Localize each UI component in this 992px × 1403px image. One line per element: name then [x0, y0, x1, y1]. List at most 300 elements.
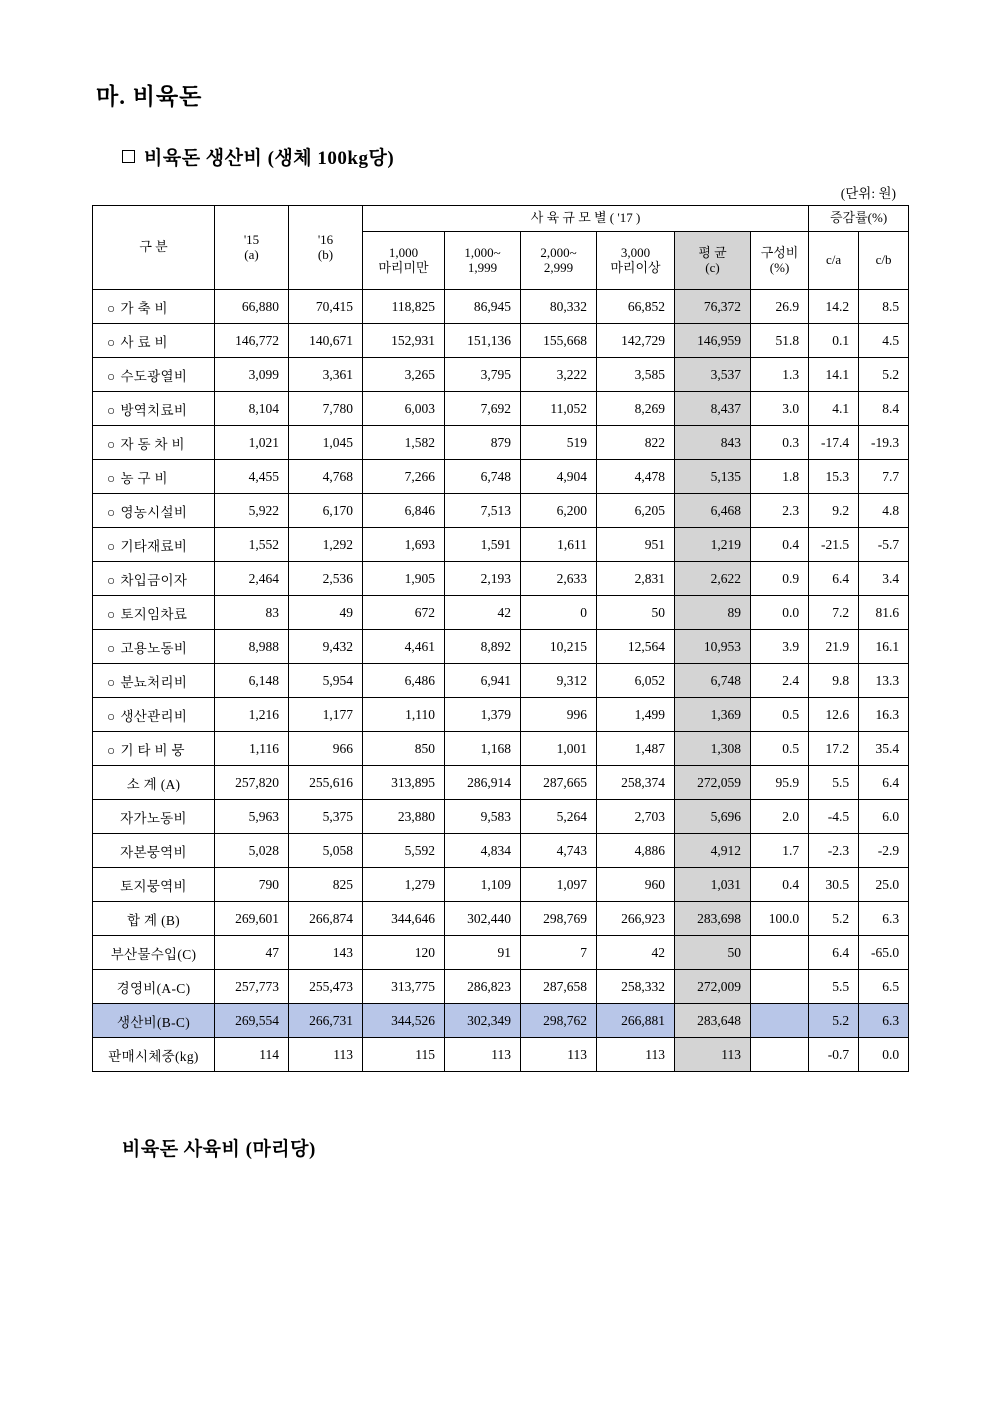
row-label-text: 생산관리비	[120, 708, 188, 724]
cell-y15: 8,104	[215, 392, 289, 426]
cell-ca: 15.3	[809, 460, 859, 494]
cell-s4: 2,831	[597, 562, 675, 596]
table-row	[93, 596, 909, 630]
row-label	[93, 290, 215, 324]
cell-cb: 4.8	[859, 494, 909, 528]
row-label-text: 생산비(B-C)	[116, 1014, 191, 1030]
row-label-text: 기타재료비	[120, 538, 188, 554]
cell-ratio: 0.4	[751, 528, 809, 562]
table-row	[93, 460, 909, 494]
header-scale-over3000	[597, 232, 675, 290]
cell-ca: 9.2	[809, 494, 859, 528]
cell-y16: 143	[289, 936, 363, 970]
row-label	[93, 970, 215, 1004]
cell-ca: 17.2	[809, 732, 859, 766]
cell-s1: 344,526	[363, 1004, 445, 1038]
table-row	[93, 970, 909, 1004]
cell-s3: 9,312	[521, 664, 597, 698]
cell-y15: 114	[215, 1038, 289, 1072]
header-scale-2000-2999	[521, 232, 597, 290]
cell-s1: 1,905	[363, 562, 445, 596]
cell-y15: 8,988	[215, 630, 289, 664]
cell-y15: 1,552	[215, 528, 289, 562]
row-label	[93, 698, 215, 732]
cell-cb: 35.4	[859, 732, 909, 766]
row-label	[93, 562, 215, 596]
cell-y15: 790	[215, 868, 289, 902]
cell-ca: -2.3	[809, 834, 859, 868]
cell-cb: 81.6	[859, 596, 909, 630]
cell-avg: 272,009	[675, 970, 751, 1004]
cell-cb: 3.4	[859, 562, 909, 596]
table-row	[93, 766, 909, 800]
cell-s4: 266,923	[597, 902, 675, 936]
table-row	[93, 562, 909, 596]
cell-s4: 113	[597, 1038, 675, 1072]
cell-s4: 4,886	[597, 834, 675, 868]
cell-s3: 2,633	[521, 562, 597, 596]
cell-cb: 16.1	[859, 630, 909, 664]
cell-y16: 255,616	[289, 766, 363, 800]
cell-s1: 1,693	[363, 528, 445, 562]
cell-ratio: 0.4	[751, 868, 809, 902]
table-row	[93, 426, 909, 460]
cell-cb: 5.2	[859, 358, 909, 392]
cell-y16: 966	[289, 732, 363, 766]
cell-cb: 25.0	[859, 868, 909, 902]
row-label-text: 분뇨처리비	[120, 674, 188, 690]
cell-ca: 5.5	[809, 970, 859, 1004]
cell-s4: 2,703	[597, 800, 675, 834]
cell-avg: 1,219	[675, 528, 751, 562]
table-row	[93, 834, 909, 868]
cell-ca: 9.8	[809, 664, 859, 698]
cell-ca: -0.7	[809, 1038, 859, 1072]
header-rate-cb: c/b	[859, 232, 909, 290]
circle-bullet-icon: ○	[107, 470, 116, 486]
cell-ratio: 100.0	[751, 902, 809, 936]
row-label	[93, 766, 215, 800]
cell-y16: 1,045	[289, 426, 363, 460]
cell-ca: 6.4	[809, 936, 859, 970]
cell-ca: 5.2	[809, 902, 859, 936]
circle-bullet-icon: ○	[107, 334, 116, 350]
row-label	[93, 834, 215, 868]
cell-y16: 5,058	[289, 834, 363, 868]
cell-s3: 80,332	[521, 290, 597, 324]
header-average	[675, 232, 751, 290]
table-row	[93, 324, 909, 358]
cell-ratio	[751, 1004, 809, 1038]
header-year-2015-line2: (a)	[244, 246, 259, 262]
cell-avg: 6,748	[675, 664, 751, 698]
row-label-text: 부산물수입(C)	[110, 946, 197, 962]
header-scale-1000-1999-line2: 1,999	[467, 259, 498, 275]
cell-ca: 7.2	[809, 596, 859, 630]
cell-ratio: 0.5	[751, 732, 809, 766]
header-scale-over3000-line1: 3,000	[620, 244, 651, 260]
table-row	[93, 1038, 909, 1072]
cell-ratio: 3.0	[751, 392, 809, 426]
cell-avg: 146,959	[675, 324, 751, 358]
cell-s1: 313,775	[363, 970, 445, 1004]
header-rate-group: 증감률(%)	[809, 206, 909, 232]
table-row	[93, 1004, 909, 1038]
circle-bullet-icon: ○	[107, 300, 116, 316]
row-label	[93, 358, 215, 392]
cell-s1: 3,265	[363, 358, 445, 392]
cell-ca: -21.5	[809, 528, 859, 562]
row-label	[93, 936, 215, 970]
cell-ca: 4.1	[809, 392, 859, 426]
table-row	[93, 800, 909, 834]
cell-s3: 0	[521, 596, 597, 630]
cell-s3: 4,743	[521, 834, 597, 868]
row-label-text: 고용노동비	[120, 640, 188, 656]
cell-s4: 6,052	[597, 664, 675, 698]
cell-ca: -4.5	[809, 800, 859, 834]
cell-y16: 266,731	[289, 1004, 363, 1038]
cell-y16: 5,375	[289, 800, 363, 834]
header-scale-under1000	[363, 232, 445, 290]
cell-avg: 843	[675, 426, 751, 460]
cell-ca: 5.5	[809, 766, 859, 800]
row-label	[93, 426, 215, 460]
row-label-text: 자 동 차 비	[120, 436, 185, 452]
cell-s2: 6,748	[445, 460, 521, 494]
cell-s3: 7	[521, 936, 597, 970]
cell-avg: 283,698	[675, 902, 751, 936]
cell-s4: 258,332	[597, 970, 675, 1004]
cell-s1: 1,279	[363, 868, 445, 902]
cell-s3: 5,264	[521, 800, 597, 834]
header-year-2016-line1: '16	[317, 231, 334, 247]
cell-ratio: 1.7	[751, 834, 809, 868]
table-header-row-1	[93, 206, 909, 232]
cell-s2: 2,193	[445, 562, 521, 596]
cell-y16: 1,292	[289, 528, 363, 562]
cell-ratio: 0.0	[751, 596, 809, 630]
cell-ratio: 2.0	[751, 800, 809, 834]
cell-s3: 4,904	[521, 460, 597, 494]
row-label	[93, 732, 215, 766]
cell-s2: 113	[445, 1038, 521, 1072]
table-row	[93, 392, 909, 426]
circle-bullet-icon: ○	[107, 606, 116, 622]
circle-bullet-icon: ○	[107, 402, 116, 418]
row-label	[93, 868, 215, 902]
cell-s4: 42	[597, 936, 675, 970]
row-label-text: 방역치료비	[120, 402, 188, 418]
cell-cb: 4.5	[859, 324, 909, 358]
cell-s2: 8,892	[445, 630, 521, 664]
cell-s3: 3,222	[521, 358, 597, 392]
row-label	[93, 494, 215, 528]
row-label-text: 기 타 비 뭉	[120, 742, 185, 758]
row-label-text: 소 계 (A)	[126, 776, 181, 792]
cell-s4: 1,499	[597, 698, 675, 732]
cell-s2: 6,941	[445, 664, 521, 698]
header-average-line2: (c)	[705, 259, 720, 275]
cell-avg: 5,696	[675, 800, 751, 834]
table-row	[93, 698, 909, 732]
cell-s3: 287,658	[521, 970, 597, 1004]
cell-s4: 66,852	[597, 290, 675, 324]
cell-ratio	[751, 936, 809, 970]
cell-cb: 8.5	[859, 290, 909, 324]
cell-y16: 2,536	[289, 562, 363, 596]
row-label	[93, 664, 215, 698]
cell-ca: 6.4	[809, 562, 859, 596]
cell-s4: 258,374	[597, 766, 675, 800]
cell-s4: 266,881	[597, 1004, 675, 1038]
cell-s1: 7,266	[363, 460, 445, 494]
cell-y16: 3,361	[289, 358, 363, 392]
cell-s3: 298,769	[521, 902, 597, 936]
cell-avg: 2,622	[675, 562, 751, 596]
row-label	[93, 630, 215, 664]
cell-ca: 0.1	[809, 324, 859, 358]
footer-heading-label: 비육돈 사육비 (마리당)	[122, 1139, 316, 1160]
circle-bullet-icon: ○	[107, 572, 116, 588]
cell-y16: 825	[289, 868, 363, 902]
cell-ca: 5.2	[809, 1004, 859, 1038]
cell-s2: 7,692	[445, 392, 521, 426]
cell-y15: 269,601	[215, 902, 289, 936]
header-scale-under1000-line2: 마리미만	[378, 259, 429, 275]
table-row	[93, 290, 909, 324]
cell-s3: 298,762	[521, 1004, 597, 1038]
cell-s1: 1,582	[363, 426, 445, 460]
cell-s4: 142,729	[597, 324, 675, 358]
cell-y15: 66,880	[215, 290, 289, 324]
row-label-text: 자본뭉역비	[120, 844, 187, 860]
cell-ratio: 95.9	[751, 766, 809, 800]
header-composition-ratio	[751, 232, 809, 290]
cell-y15: 146,772	[215, 324, 289, 358]
cell-s1: 152,931	[363, 324, 445, 358]
cell-s3: 10,215	[521, 630, 597, 664]
cell-y16: 6,170	[289, 494, 363, 528]
cell-cb: 6.5	[859, 970, 909, 1004]
cell-y15: 1,116	[215, 732, 289, 766]
header-average-line1: 평 균	[698, 244, 727, 260]
cell-s2: 1,109	[445, 868, 521, 902]
production-cost-table	[92, 205, 909, 1072]
cell-avg: 272,059	[675, 766, 751, 800]
cell-s4: 12,564	[597, 630, 675, 664]
circle-bullet-icon: ○	[107, 640, 116, 656]
cell-cb: -5.7	[859, 528, 909, 562]
table-row	[93, 732, 909, 766]
cell-s2: 86,945	[445, 290, 521, 324]
cell-cb: -65.0	[859, 936, 909, 970]
cell-s4: 822	[597, 426, 675, 460]
cell-avg: 89	[675, 596, 751, 630]
unit-note: (단위: 원)	[840, 186, 896, 201]
header-year-2016-line2: (b)	[317, 246, 334, 262]
circle-bullet-icon: ○	[107, 674, 116, 690]
cell-s3: 6,200	[521, 494, 597, 528]
cell-cb: 8.4	[859, 392, 909, 426]
cell-s3: 1,001	[521, 732, 597, 766]
table-body	[93, 290, 909, 1072]
row-label-text: 토지임차료	[120, 606, 188, 622]
circle-bullet-icon: ○	[107, 436, 116, 452]
cell-s4: 8,269	[597, 392, 675, 426]
cell-avg: 6,468	[675, 494, 751, 528]
cell-s4: 6,205	[597, 494, 675, 528]
cell-y15: 1,021	[215, 426, 289, 460]
cell-s1: 1,110	[363, 698, 445, 732]
cell-avg: 1,369	[675, 698, 751, 732]
row-label-text: 영농시설비	[120, 504, 188, 520]
cell-avg: 1,308	[675, 732, 751, 766]
page-title: 마. 비육돈	[96, 84, 203, 109]
cell-avg: 3,537	[675, 358, 751, 392]
cell-s2: 1,168	[445, 732, 521, 766]
row-label-text: 자가노동비	[120, 810, 187, 826]
cell-y15: 257,820	[215, 766, 289, 800]
header-scale-over3000-line2: 마리이상	[610, 259, 661, 275]
cell-s4: 951	[597, 528, 675, 562]
cell-avg: 113	[675, 1038, 751, 1072]
cell-cb: -19.3	[859, 426, 909, 460]
cell-s2: 879	[445, 426, 521, 460]
header-scale-2000-2999-line1: 2,000~	[540, 244, 577, 260]
cell-s3: 519	[521, 426, 597, 460]
cell-y16: 70,415	[289, 290, 363, 324]
cell-s4: 3,585	[597, 358, 675, 392]
cell-s1: 5,592	[363, 834, 445, 868]
row-label-text: 차입금이자	[120, 572, 188, 588]
cell-s3: 155,668	[521, 324, 597, 358]
cell-ratio: 0.5	[751, 698, 809, 732]
header-scale-under1000-line1: 1,000	[388, 244, 419, 260]
row-label	[93, 1004, 215, 1038]
cell-y16: 9,432	[289, 630, 363, 664]
cell-s1: 672	[363, 596, 445, 630]
row-label-text: 합 계 (B)	[127, 912, 180, 928]
header-composition-ratio-line2: (%)	[769, 259, 790, 275]
table-row	[93, 528, 909, 562]
cell-s3: 1,611	[521, 528, 597, 562]
cell-cb: 6.3	[859, 902, 909, 936]
cell-s1: 6,846	[363, 494, 445, 528]
cell-ratio: 51.8	[751, 324, 809, 358]
cell-y16: 7,780	[289, 392, 363, 426]
cell-ratio	[751, 970, 809, 1004]
cell-y16: 1,177	[289, 698, 363, 732]
header-scale-group: 사 육 규 모 별 ( '17 )	[363, 206, 809, 232]
cell-y16: 113	[289, 1038, 363, 1072]
cell-s2: 91	[445, 936, 521, 970]
cell-y15: 3,099	[215, 358, 289, 392]
cell-ratio: 2.3	[751, 494, 809, 528]
cell-y15: 269,554	[215, 1004, 289, 1038]
row-label-text: 토지뭉역비	[120, 878, 187, 894]
row-label	[93, 902, 215, 936]
cell-y16: 49	[289, 596, 363, 630]
cell-cb: 7.7	[859, 460, 909, 494]
row-label-text: 농 구 비	[120, 470, 168, 486]
cell-cb: 6.4	[859, 766, 909, 800]
circle-bullet-icon: ○	[107, 504, 116, 520]
cell-y15: 83	[215, 596, 289, 630]
cell-ca: -17.4	[809, 426, 859, 460]
cell-y15: 5,922	[215, 494, 289, 528]
row-label-text: 경영비(A-C)	[116, 980, 191, 996]
table-heading-label: 비육돈 생산비 (생체 100kg당)	[144, 148, 395, 169]
cell-s1: 313,895	[363, 766, 445, 800]
header-division: 구 분	[93, 206, 215, 290]
cell-avg: 5,135	[675, 460, 751, 494]
cell-avg: 8,437	[675, 392, 751, 426]
header-scale-1000-1999	[445, 232, 521, 290]
header-year-2016	[289, 206, 363, 290]
row-label	[93, 1038, 215, 1072]
row-label-text: 사 료 비	[120, 334, 168, 350]
cell-y15: 5,963	[215, 800, 289, 834]
cell-s1: 115	[363, 1038, 445, 1072]
cell-ca: 30.5	[809, 868, 859, 902]
cell-y15: 4,455	[215, 460, 289, 494]
cell-cb: 13.3	[859, 664, 909, 698]
cell-y15: 257,773	[215, 970, 289, 1004]
cell-s1: 344,646	[363, 902, 445, 936]
cell-s4: 4,478	[597, 460, 675, 494]
cell-y16: 255,473	[289, 970, 363, 1004]
header-scale-2000-2999-line2: 2,999	[543, 259, 574, 275]
cell-ratio: 26.9	[751, 290, 809, 324]
cell-s2: 4,834	[445, 834, 521, 868]
cell-avg: 1,031	[675, 868, 751, 902]
cell-ratio: 2.4	[751, 664, 809, 698]
cell-s2: 9,583	[445, 800, 521, 834]
table-heading	[122, 143, 904, 170]
table-row	[93, 664, 909, 698]
circle-bullet-icon: ○	[107, 368, 116, 384]
cell-s2: 1,591	[445, 528, 521, 562]
cell-s4: 1,487	[597, 732, 675, 766]
row-label-text: 수도광열비	[120, 368, 188, 384]
cell-y15: 47	[215, 936, 289, 970]
cell-s2: 151,136	[445, 324, 521, 358]
cell-s3: 287,665	[521, 766, 597, 800]
footer-heading	[122, 1134, 904, 1161]
header-composition-ratio-line1: 구성비	[760, 244, 799, 260]
cell-cb: 0.0	[859, 1038, 909, 1072]
cell-s1: 118,825	[363, 290, 445, 324]
table-row	[93, 630, 909, 664]
cell-s1: 23,880	[363, 800, 445, 834]
cell-s2: 1,379	[445, 698, 521, 732]
cell-avg: 50	[675, 936, 751, 970]
row-label	[93, 392, 215, 426]
cell-cb: -2.9	[859, 834, 909, 868]
cell-s1: 4,461	[363, 630, 445, 664]
table-row	[93, 936, 909, 970]
row-label	[93, 460, 215, 494]
cell-ratio: 1.8	[751, 460, 809, 494]
row-label	[93, 596, 215, 630]
cell-y15: 2,464	[215, 562, 289, 596]
cell-y16: 266,874	[289, 902, 363, 936]
cell-y15: 1,216	[215, 698, 289, 732]
cell-avg: 10,953	[675, 630, 751, 664]
cell-y15: 6,148	[215, 664, 289, 698]
cell-ca: 14.1	[809, 358, 859, 392]
